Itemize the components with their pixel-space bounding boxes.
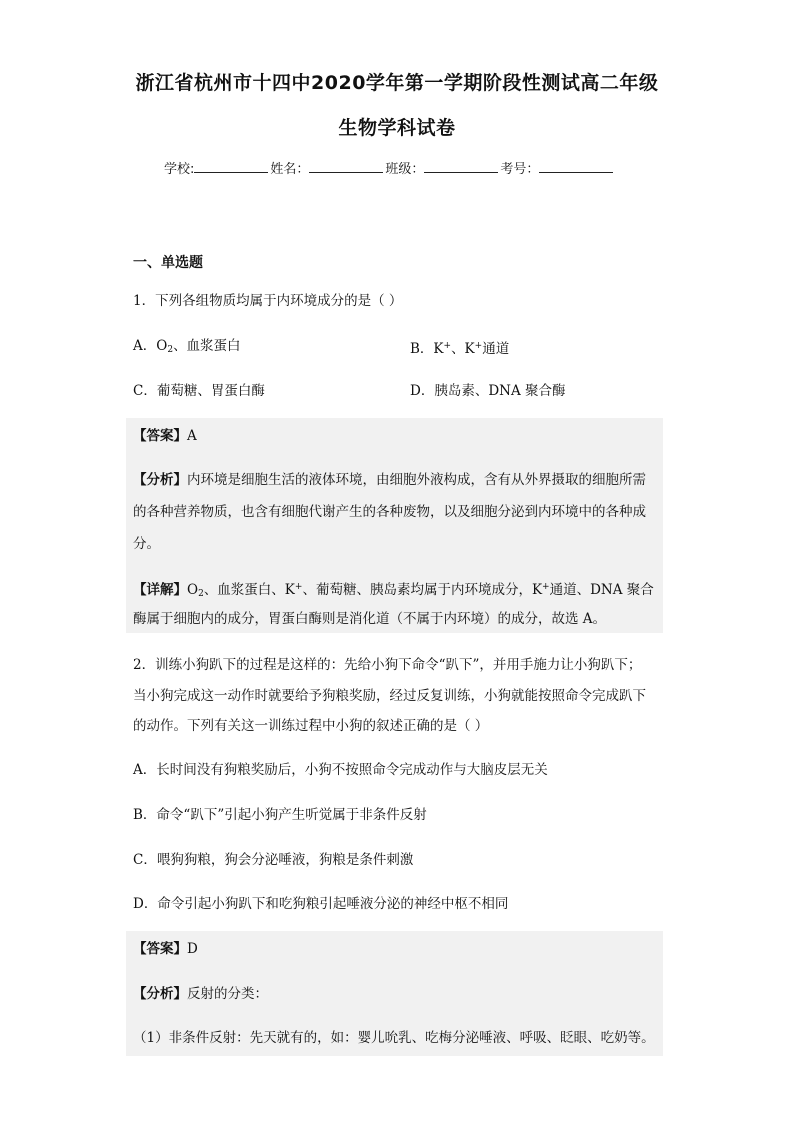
class-blank (424, 160, 498, 173)
q1-analysis-line3: 分。 (133, 536, 160, 552)
name-label: 姓名： (270, 162, 310, 177)
q2-option-a: A．长时间没有狗粮奖励后，小狗不按照命令完成动作与大脑皮层无关 (133, 762, 548, 778)
q2-stem-line1: 2．训练小狗趴下的过程是这样的：先给小狗下命令“趴下”，并用手施力让小狗趴下； (133, 657, 642, 673)
q2-analysis-line2: （1）非条件反射：先天就有的，如：婴儿吮乳、吃梅分泌唾液、呼吸、眨眼、吃奶等。 (133, 1030, 655, 1046)
student-info-line (164, 158, 615, 177)
q1-detail-line2: 酶属于细胞内的成分，胃蛋白酶则是消化道（不属于内环境）的成分，故选 A。 (133, 611, 607, 627)
q2-answer: 【答案】D (133, 941, 198, 957)
section-heading: 一、单选题 (133, 255, 203, 271)
school-blank (194, 160, 268, 173)
q1-analysis-line1: 【分析】内环境是细胞生活的液体环境，由细胞外液构成，含有从外界摄取的细胞所需 (133, 472, 646, 488)
q1-answer: 【答案】A (133, 428, 197, 444)
q1-analysis-line2: 的各种营养物质，也含有细胞代谢产生的各种废物，以及细胞分泌到内环境中的各种成 (133, 504, 646, 520)
q1-option-a: A．$O_2$、血浆蛋白 (133, 338, 241, 355)
q2-option-c: C．喂狗狗粮，狗会分泌唾液，狗粮是条件刺激 (133, 852, 414, 868)
q2-option-d: D．命令引起小狗趴下和吃狗粮引起唾液分泌的神经中枢不相同 (133, 896, 509, 912)
page-subtitle: 生物学科试卷 (338, 117, 456, 139)
class-label: 班级： (385, 162, 425, 177)
q1-stem: 1．下列各组物质均属于内环境成分的是（ ） (133, 293, 403, 309)
q2-stem-line2: 当小狗完成这一动作时就要给予狗粮奖励，经过反复训练，小狗就能按照命令完成趴下 (133, 688, 646, 704)
q2-stem-line3: 的动作。下列有关这一训练过程中小狗的叙述正确的是（ ） (133, 718, 489, 734)
school-label: 学校: (164, 162, 195, 177)
q1-option-c: C．葡萄糖、胃蛋白酶 (133, 383, 265, 399)
number-blank (539, 160, 613, 173)
page-title: 浙江省杭州市十四中2020学年第一学期阶段性测试高二年级 (135, 72, 659, 94)
q1-option-d: D．胰岛素、DNA 聚合酶 (410, 383, 566, 399)
q2-analysis-line1: 【分析】反射的分类： (133, 986, 268, 1002)
q2-option-b: B．命令“趴下”引起小狗产生听觉属于非条件反射 (133, 807, 427, 823)
number-label: 考号： (500, 162, 540, 177)
name-blank (309, 160, 383, 173)
q1-detail-line1: 【详解】$O_2$、血浆蛋白、K+、葡萄糖、胰岛素均属于内环境成分，K+通道、DNA 聚合 (133, 582, 654, 599)
q1-option-b: B．K+、K+通道 (410, 341, 510, 357)
